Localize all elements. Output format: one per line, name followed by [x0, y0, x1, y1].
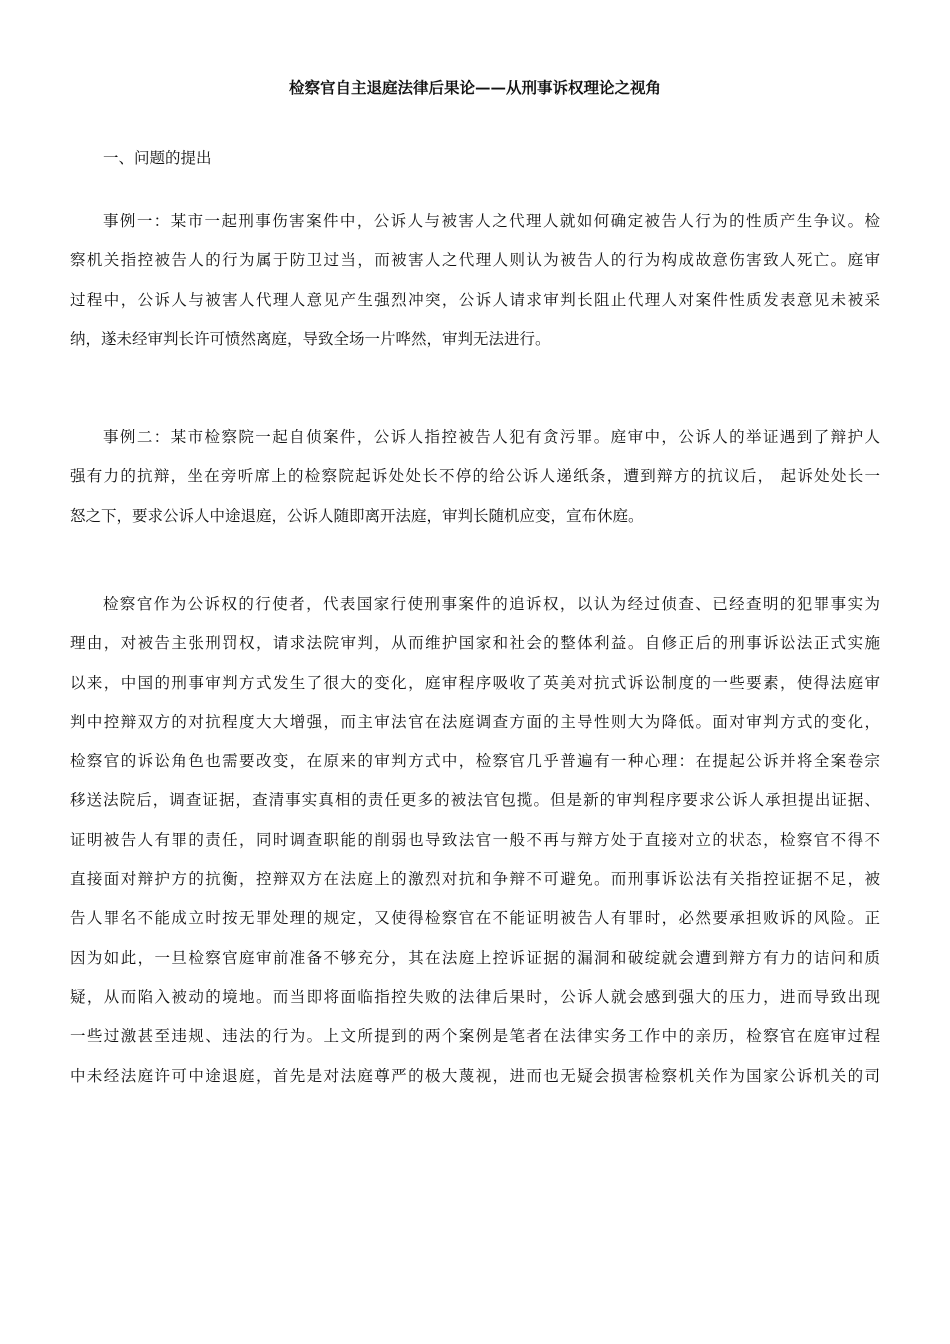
- paragraph-line: 事例一：某市一起刑事伤害案件中，公诉人与被害人之代理人就如何确定被告人行为的性质产生争议。检: [103, 212, 880, 230]
- paragraph-line: 察机关指控被告人的行为属于防卫过当，而被害人之代理人则认为被告人的行为构成故意伤害致人死亡。庭审: [70, 251, 880, 270]
- section-heading: 一、问题的提出: [103, 149, 212, 167]
- paragraph-line: 一些过激甚至违规、违法的行为。上文所提到的两个案例是笔者在法律实务工作中的亲历，检察官在庭审过程: [70, 1027, 880, 1046]
- paragraph-line: 中未经法庭许可中途退庭，首先是对法庭尊严的极大蔑视，进而也无疑会损害检察机关作为国家公诉机关的司: [70, 1066, 880, 1085]
- paragraph-line: 事例二：某市检察院一起自侦案件，公诉人指控被告人犯有贪污罪。庭审中，公诉人的举证遇到了辩护人: [103, 428, 880, 446]
- paragraph-line: 理由，对被告主张刑罚权，请求法院审判，从而维护国家和社会的整体利益。自修正后的刑事诉讼法正式实施: [70, 634, 880, 653]
- paragraph-3: [70, 585, 880, 1096]
- paragraph-line: 移送法院后，调查证据，查清事实真相的责任更多的被法官包揽。但是新的审判程序要求公诉人承担提出证据、: [70, 791, 880, 810]
- paragraph-line: 以来，中国的刑事审判方式发生了很大的变化，庭审程序吸收了英美对抗式诉讼制度的一些要素，使得法庭审: [70, 673, 880, 692]
- paragraph-line: 检察官作为公诉权的行使者，代表国家行使刑事案件的追诉权，以认为经过侦查、已经查明的犯罪事实为: [103, 595, 880, 613]
- paragraph-line: 强有力的抗辩，坐在旁听席上的检察院起诉处处长不停的给公诉人递纸条，遭到辩方的抗议后， 起诉处处长一: [70, 467, 880, 486]
- paragraph-line: 证明被告人有罪的责任，同时调查职能的削弱也导致法官一般不再与辩方处于直接对立的状态，检察官不得不: [70, 830, 880, 849]
- paragraph-line: 因为如此，一旦检察官庭审前准备不够充分，其在法庭上控诉证据的漏洞和破绽就会遭到辩方有力的诘问和质: [70, 948, 880, 967]
- document-title: 检察官自主退庭法律后果论——从刑事诉权理论之视角: [288, 78, 661, 97]
- paragraph-line: 纳，遂未经审判长许可愤然离庭，导致全场一片哗然，审判无法进行。: [70, 329, 551, 348]
- paragraph-1: [70, 202, 880, 359]
- paragraph-line: 检察官的诉讼角色也需要改变，在原来的审判方式中，检察官几乎普遍有一种心理：在提起公诉并将全案卷宗: [70, 752, 880, 771]
- paragraph-line: 怒之下，要求公诉人中途退庭，公诉人随即离开法庭，审判长随机应变，宣布休庭。: [70, 506, 644, 525]
- paragraph-line: 判中控辩双方的对抗程度大大增强，而主审法官在法庭调查方面的主导性则大为降低。面对审判方式的变化，: [70, 712, 880, 731]
- paragraph-line: 过程中，公诉人与被害人代理人意见产生强烈冲突，公诉人请求审判长阻止代理人对案件性质发表意见未被采: [70, 290, 880, 309]
- paragraph-line: 告人罪名不能成立时按无罪处理的规定，又使得检察官在不能证明被告人有罪时，必然要承担败诉的风险。正: [70, 909, 880, 928]
- paragraph-line: 直接面对辩护方的抗衡，控辩双方在法庭上的激烈对抗和争辩不可避免。而刑事诉讼法有关指控证据不足，被: [70, 870, 880, 889]
- paragraph-line: 疑，从而陷入被动的境地。而当即将面临指控失败的法律后果时，公诉人就会感到强大的压力，进而导致出现: [70, 987, 880, 1006]
- paragraph-2: [70, 418, 880, 536]
